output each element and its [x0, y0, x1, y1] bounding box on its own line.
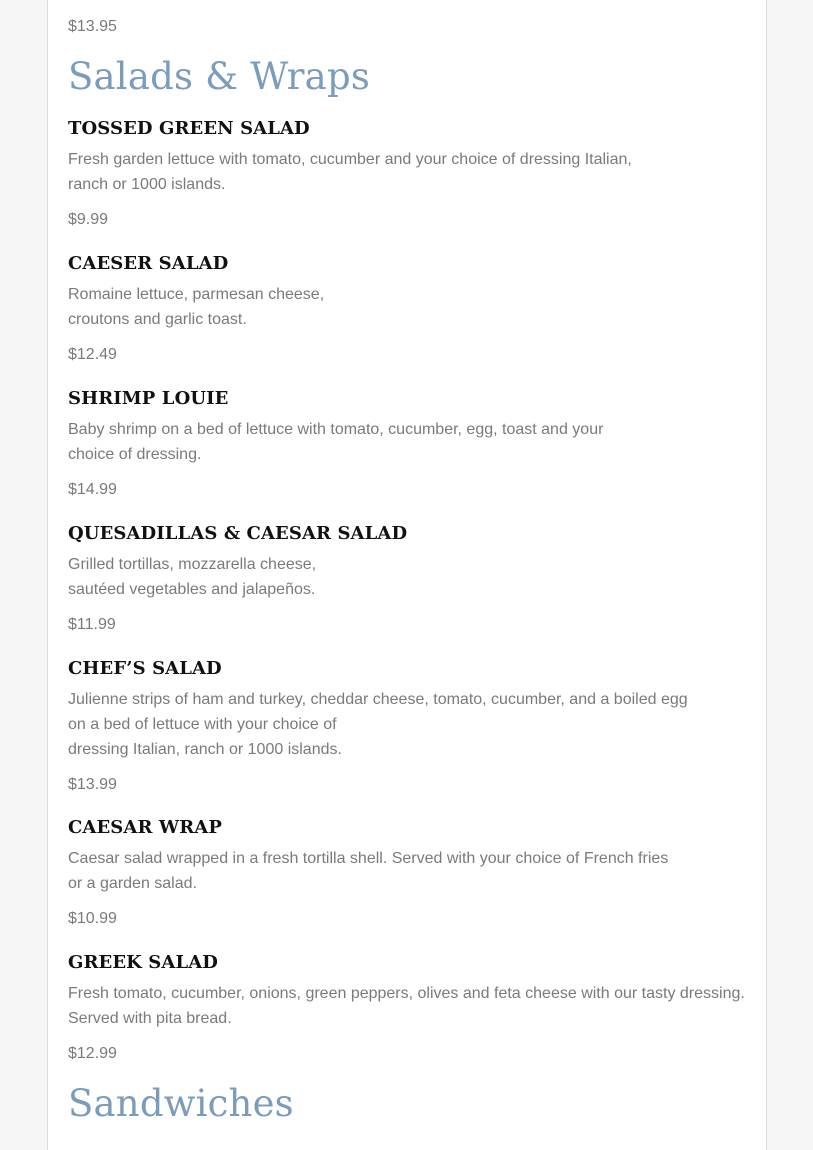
- item-price: $9.99: [68, 211, 109, 228]
- item-description: [68, 417, 748, 467]
- item-description: [68, 846, 748, 896]
- item-name: CAESER SALAD: [68, 253, 229, 274]
- item-description-line: on a bed of lettuce with your choice of: [68, 716, 337, 733]
- menu-item: [68, 387, 748, 502]
- item-description-line: croutons and garlic toast.: [68, 311, 247, 328]
- item-name: SHRIMP LOUIE: [68, 388, 229, 409]
- item-description-line: Julienne strips of ham and turkey, cheddar cheese, tomato, cucumber, and a boiled egg: [68, 691, 688, 708]
- item-price: $14.99: [68, 481, 117, 498]
- item-description-line: or a garden salad.: [68, 875, 197, 892]
- item-description-line: Fresh garden lettuce with tomato, cucumber and your choice of dressing Italian,: [68, 151, 632, 168]
- item-price: $11.99: [68, 616, 116, 633]
- menu-item: [68, 522, 748, 637]
- item-description-line: Baby shrimp on a bed of lettuce with tomato, cucumber, egg, toast and your: [68, 421, 604, 438]
- menu-item: [68, 657, 748, 797]
- item-description: [68, 282, 748, 332]
- menu-item: [68, 117, 748, 232]
- item-price: $12.49: [68, 346, 117, 363]
- item-description-line: Romaine lettuce, parmesan cheese,: [68, 286, 325, 303]
- item-name: CAESAR WRAP: [68, 817, 222, 838]
- item-name: TOSSED GREEN SALAD: [68, 118, 310, 139]
- item-name: CHEF’S SALAD: [68, 658, 222, 679]
- item-description-line: Fresh tomato, cucumber, onions, green peppers, olives and feta cheese with our tasty dressing.: [68, 985, 745, 1002]
- menu-page: [47, 0, 767, 1150]
- item-description: [68, 687, 748, 762]
- item-name: GREEK SALAD: [68, 952, 218, 973]
- item-description: [68, 147, 748, 197]
- section-title-salads-wraps: Salads & Wraps: [68, 55, 371, 98]
- item-description: [68, 552, 748, 602]
- item-description-line: Served with pita bread.: [68, 1010, 232, 1027]
- item-price: $12.99: [68, 1045, 117, 1062]
- section-title-sandwiches: Sandwiches: [68, 1082, 294, 1125]
- item-name: QUESADILLAS & CAESAR SALAD: [68, 523, 408, 544]
- item-price: $13.99: [68, 776, 117, 793]
- item-description-line: Grilled tortillas, mozzarella cheese,: [68, 556, 317, 573]
- menu-item: [68, 951, 748, 1066]
- item-description-line: Caesar salad wrapped in a fresh tortilla shell. Served with your choice of French fries: [68, 850, 669, 867]
- item-description: [68, 981, 748, 1031]
- previous-item-price: $13.95: [68, 18, 117, 35]
- item-description-line: sautéed vegetables and jalapeños.: [68, 581, 316, 598]
- item-description-line: ranch or 1000 islands.: [68, 176, 226, 193]
- menu-item: [68, 252, 748, 367]
- item-description-line: choice of dressing.: [68, 446, 202, 463]
- item-price: $10.99: [68, 910, 117, 927]
- menu-item: [68, 816, 748, 931]
- item-description-line: dressing Italian, ranch or 1000 islands.: [68, 741, 342, 758]
